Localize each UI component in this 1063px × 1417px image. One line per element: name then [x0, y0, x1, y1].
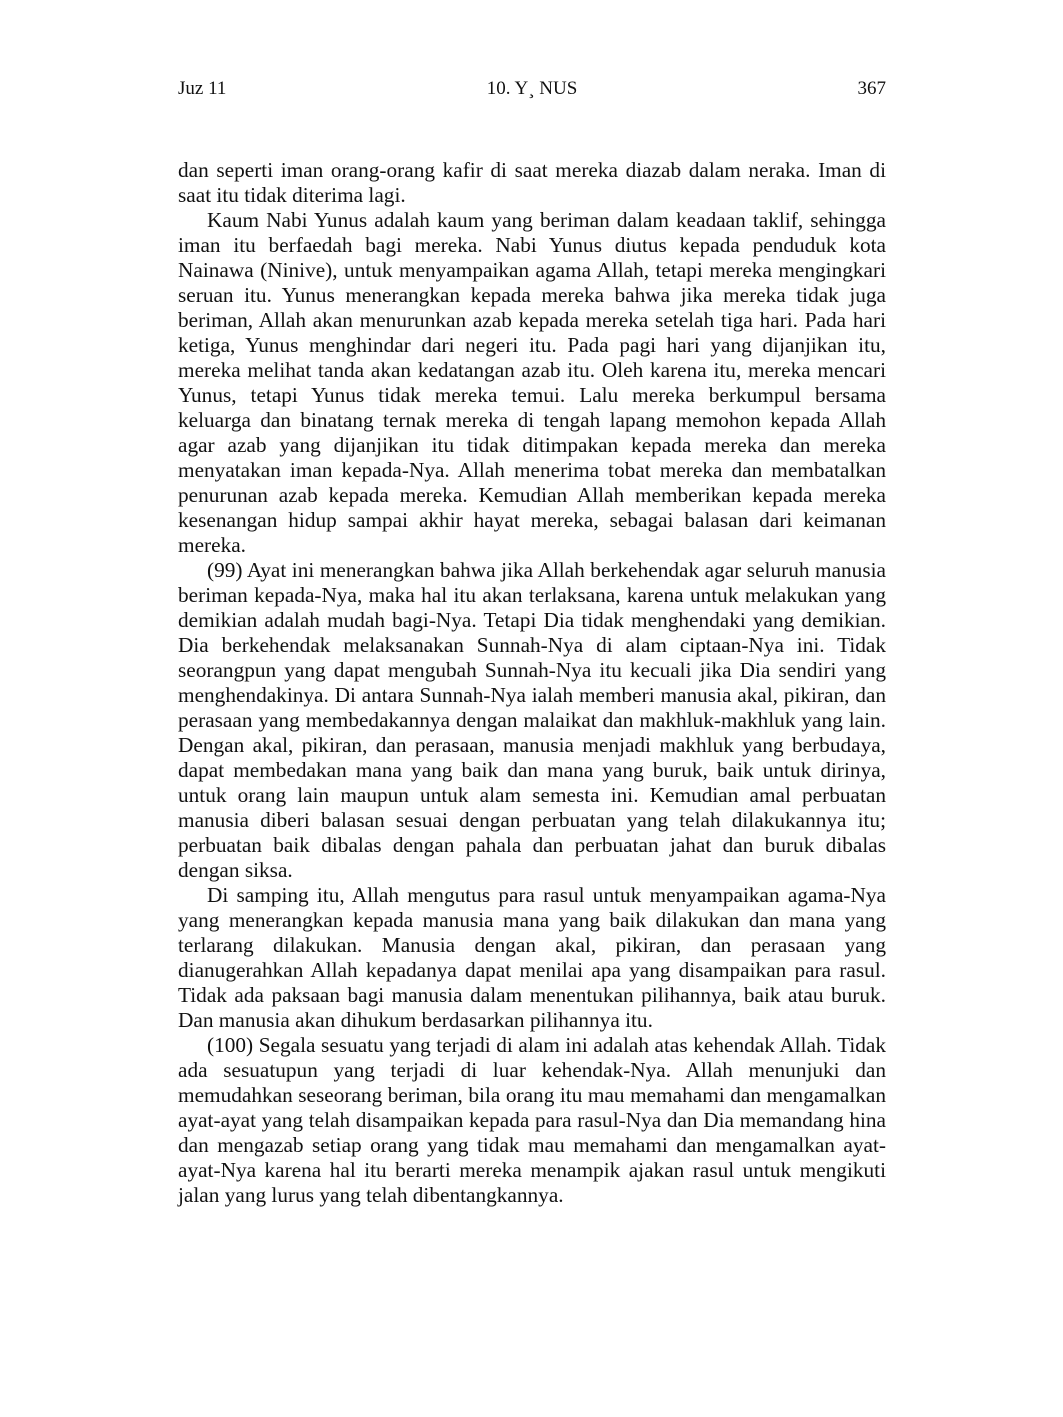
body-text	[178, 158, 886, 1208]
paragraph-verse-99: (99) Ayat ini menerangkan bahwa jika Allah berkehendak agar seluruh manusia beriman kepada-Nya, maka hal itu akan terlaksana, karena untuk melakukan yang demikian adalah mudah bagi-Nya. Tetapi Dia tidak menghendaki yang demikian. Dia berkehendak melaksanakan Sunnah-Nya di alam ciptaan-Nya ini. Tidak seorangpun yang dapat mengubah Sunnah-Nya itu kecuali jika Dia sendiri yang menghendakinya. Di antara Sunnah-Nya ialah memberi manusia akal, pikiran, dan perasaan yang membedakannya dengan malaikat dan makhluk-makhluk yang lain. Dengan akal, pikiran, dan perasaan, manusia menjadi makhluk yang berbudaya, dapat membedakan mana yang baik dan mana yang buruk, baik untuk dirinya, untuk orang lain maupun untuk alam semesta ini. Kemudian amal perbuatan manusia diberi balasan sesuai dengan perbuatan yang telah dilakukannya itu; perbuatan baik dibalas dengan pahala dan perbuatan jahat dan buruk dibalas dengan siksa.	[178, 558, 886, 882]
paragraph-verse-100: (100) Segala sesuatu yang terjadi di alam ini adalah atas kehendak Allah. Tidak ada sesuatupun yang terjadi di luar kehendak-Nya. Allah menunjuki dan memudahkan seseorang beriman, bila orang itu mau memahami dan mengamalkan ayat-ayat yang telah disampaikan kepada para rasul-Nya dan Dia memandang hina dan mengazab setiap orang yang tidak mau memahami dan mengamalkan ayat-ayat-Nya karena hal itu berarti mereka menampik ajakan rasul untuk mengikuti jalan yang lurus yang telah dibentangkannya.	[178, 1033, 886, 1207]
juz-label: Juz 11	[178, 78, 227, 99]
page-number: 367	[857, 78, 886, 99]
paragraph-kaum-nabi-yunus: Kaum Nabi Yunus adalah kaum yang beriman dalam keadaan taklif, sehingga iman itu berfaedah bagi mereka. Nabi Yunus diutus kepada penduduk kota Nainawa (Ninive), untuk menyampaikan agama Allah, tetapi mereka mengingkari seruan itu. Yunus menerangkan kepada mereka bahwa jika mereka tidak juga beriman, Allah akan menurunkan azab kepada mereka setelah tiga hari. Pada hari ketiga, Yunus menghindar dari negeri itu. Pada pagi hari yang dijanjikan itu, mereka melihat tanda akan kedatangan azab itu. Oleh karena itu, mereka mencari Yunus, tetapi Yunus tidak mereka temui. Lalu mereka berkumpul bersama keluarga dan binatang ternak mereka di tengah lapang memohon kepada Allah agar azab yang dijanjikan itu tidak ditimpakan kepada mereka dan mereka menyatakan iman kepada-Nya. Allah menerima tobat mereka dan membatalkan penurunan azab kepada mereka. Kemudian Allah memberikan kepada mereka kesenangan hidup sampai akhir hayat mereka, sebagai balasan dari keimanan mereka.	[178, 208, 886, 557]
surah-title: 10. Y¸ NUS	[486, 78, 578, 99]
paragraph-continuation: dan seperti iman orang-orang kafir di saat mereka diazab dalam neraka. Iman di saat itu tidak diterima lagi.	[178, 158, 886, 207]
paragraph-di-samping-itu: Di samping itu, Allah mengutus para rasul untuk menyampaikan agama-Nya yang menerangkan kepada manusia mana yang baik dilakukan dan mana yang terlarang dilakukan. Manusia dengan akal, pikiran, dan perasaan yang dianugerahkan Allah kepadanya dapat menilai apa yang disampaikan para rasul. Tidak ada paksaan bagi manusia dalam menentukan pilihannya, baik atau buruk. Dan manusia akan dihukum berdasarkan pilihannya itu.	[178, 883, 886, 1032]
running-header	[178, 76, 886, 102]
